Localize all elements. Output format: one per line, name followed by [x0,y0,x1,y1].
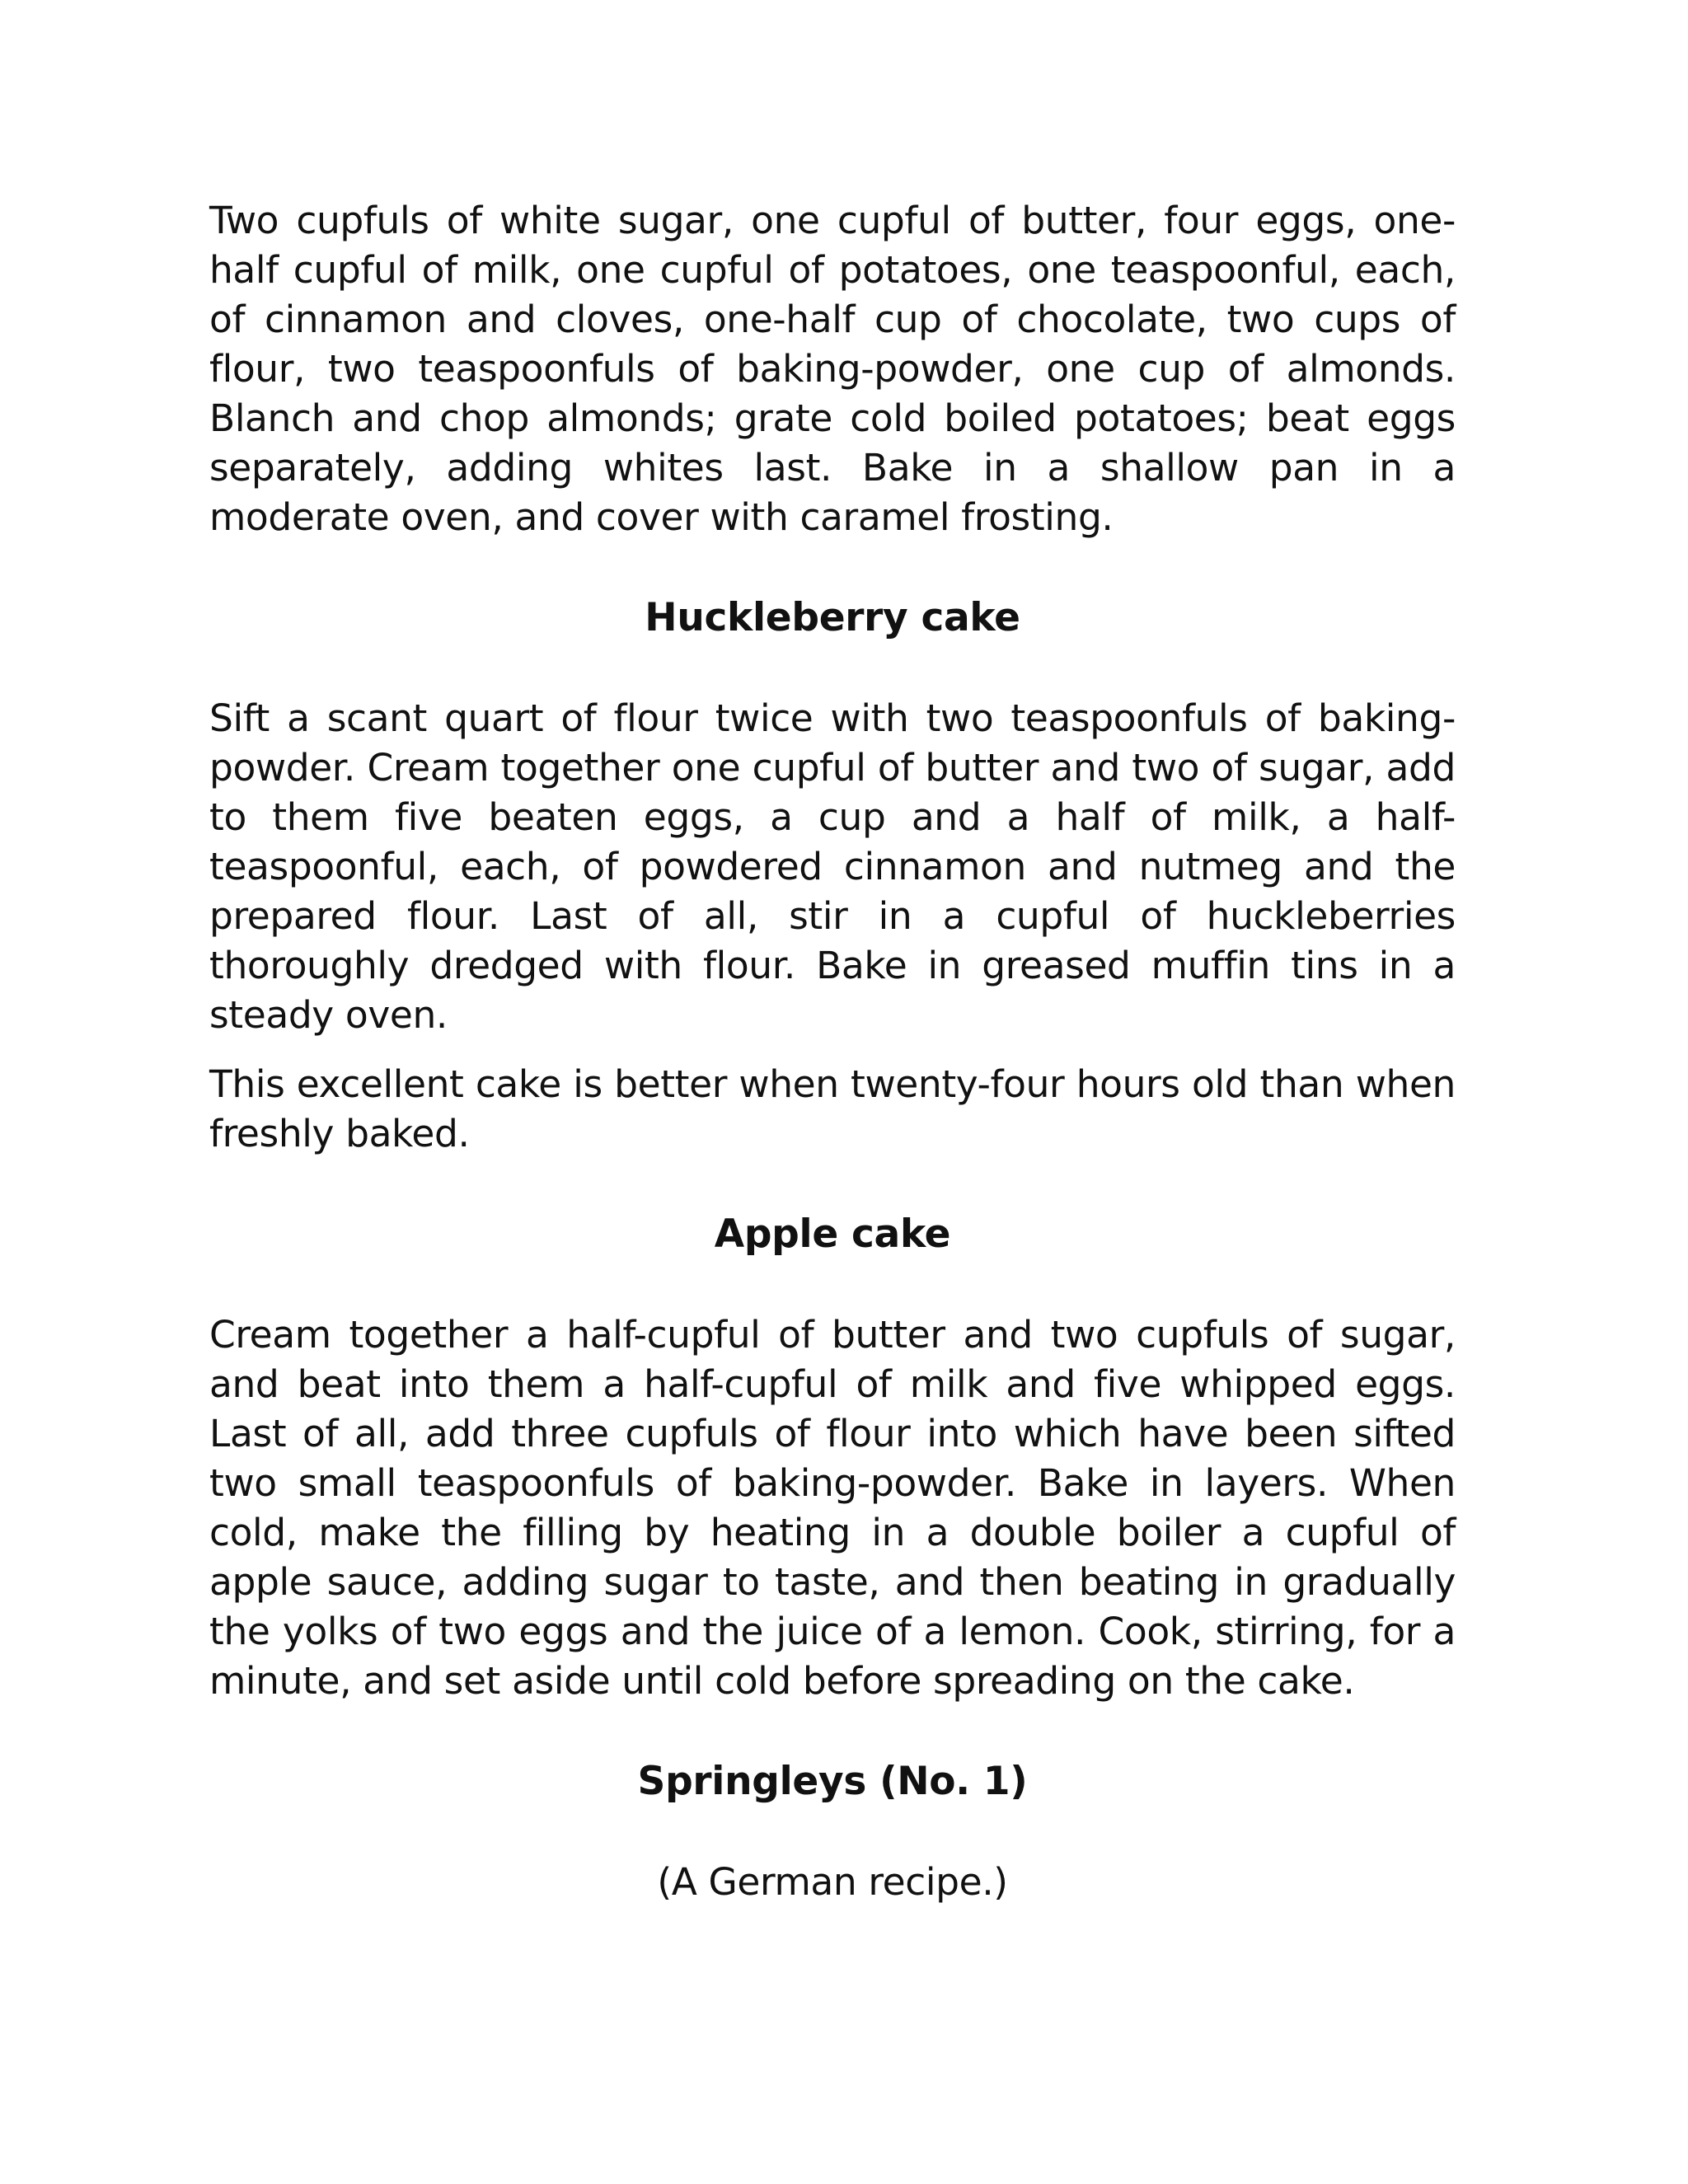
document-page [209,196,1456,1907]
section-title-huckleberry-cake: Huckleberry cake [645,595,1020,640]
springleys-subtitle: (A German recipe.) [657,1860,1008,1904]
intro-paragraph: Two cupfuls of white sugar, one cupful of butter, four eggs, one-half cupful of milk, one cupful of potatoes, one teaspoonful, each, of cinnamon and cloves, one-half cup of chocolate, two cups of flour, two teaspoonfuls of baking-powder, one cup of almonds. Blanch and chop almonds; grate cold boiled potatoes; beat eggs separately, adding whites last. Bake in a shallow pan in a moderate oven, and cover with caramel frosting. [209,199,1456,539]
huckleberry-cake-paragraph-1: Sift a scant quart of flour twice with two teaspoonfuls of baking-powder. Cream together one cupful of butter and two of sugar, add to them five beaten eggs, a cup and a half of milk, a half-teaspoonful, each, of powdered cinnamon and nutmeg and the prepared flour. Last of all, stir in a cupful of huckleberries thoroughly dredged with flour. Bake in greased muffin tins in a steady oven. [209,696,1456,1037]
huckleberry-cake-paragraph-2: This excellent cake is better when twenty-four hours old than when freshly baked. [209,1062,1456,1155]
apple-cake-paragraph-1: Cream together a half-cupful of butter and two cupfuls of sugar, and beat into them a half-cupful of milk and five whipped eggs. Last of all, add three cupfuls of flour into which have been sifted two small teaspoonfuls of baking-powder. Bake in layers. When cold, make the filling by heating in a double boiler a cupful of apple sauce, adding sugar to taste, and then beating in gradually the yolks of two eggs and the juice of a lemon. Cook, stirring, for a minute, and set aside until cold before spreading on the cake. [209,1313,1456,1703]
section-title-apple-cake: Apple cake [714,1212,951,1257]
section-title-springleys: Springleys (No. 1) [637,1759,1028,1804]
